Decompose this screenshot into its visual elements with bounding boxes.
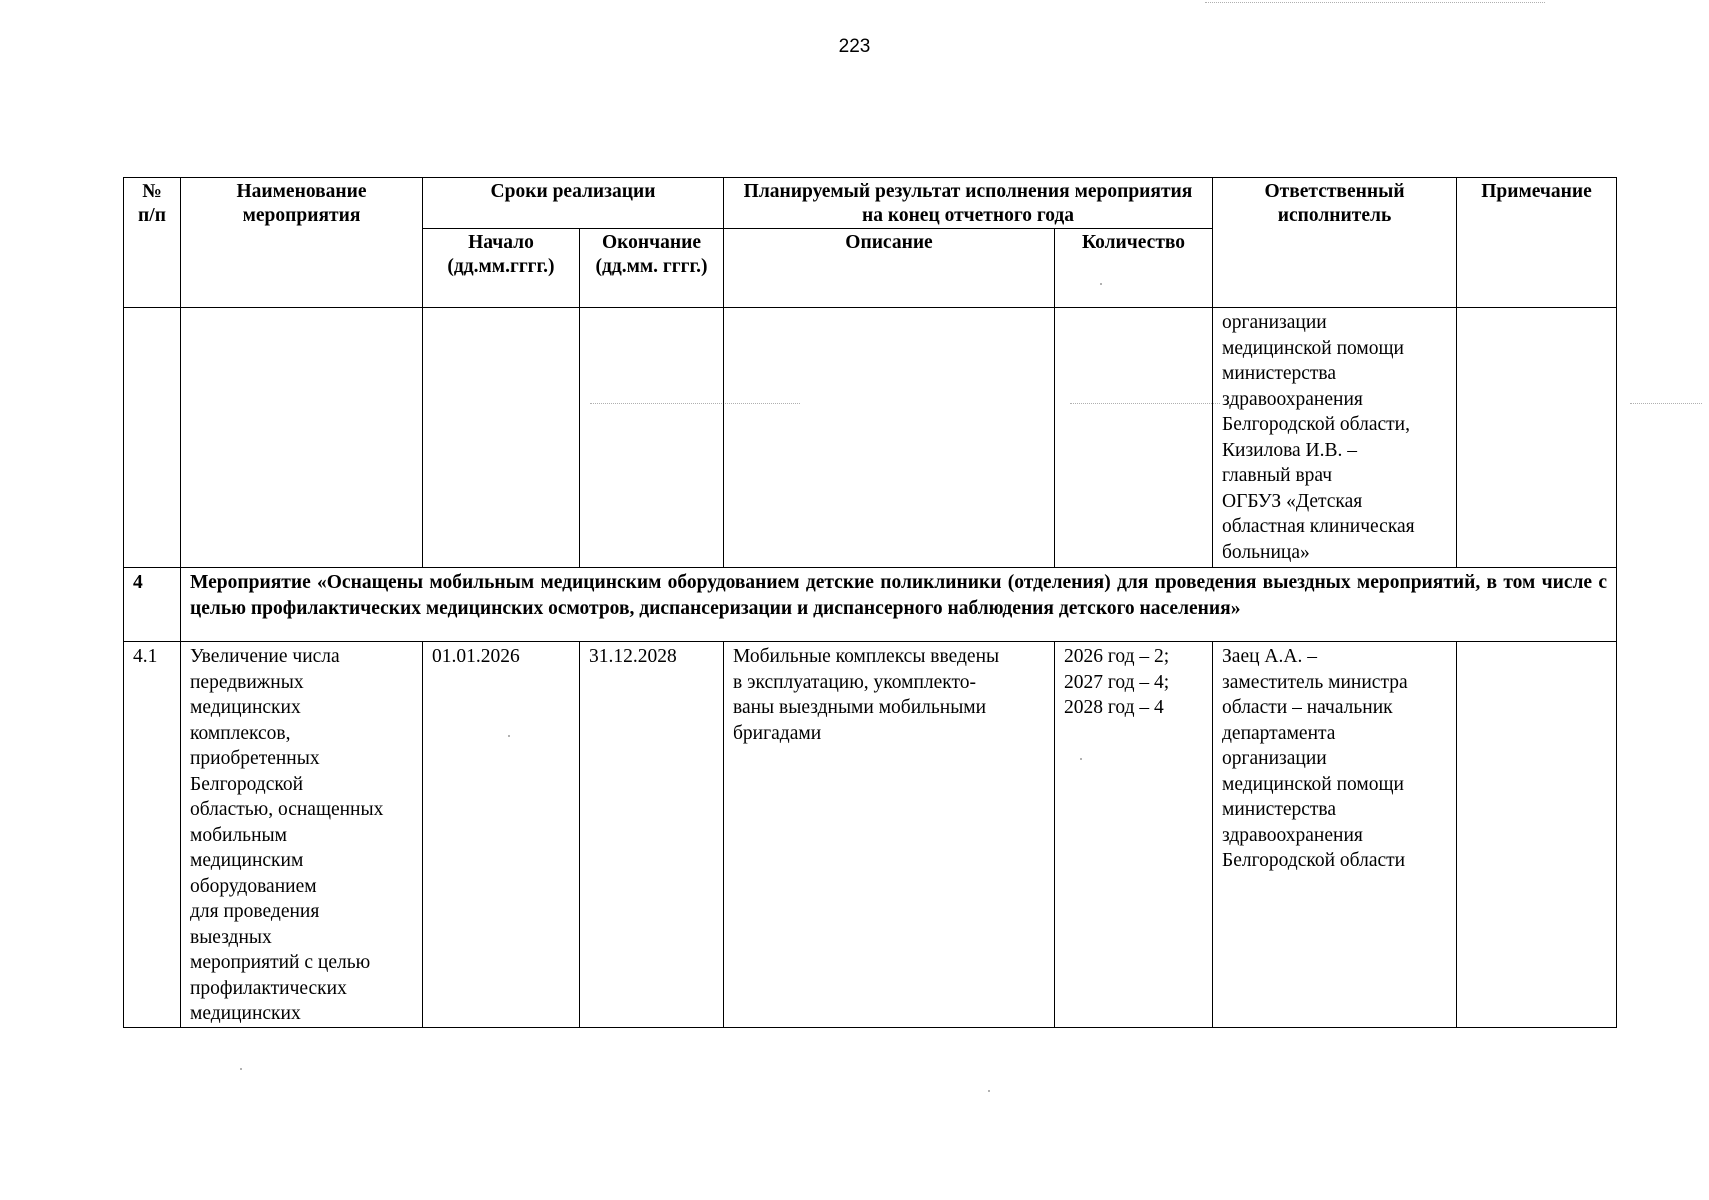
text-line: мероприятий с целью	[190, 952, 371, 973]
scan-artifact-speck	[240, 1068, 242, 1070]
text-line: ваны выездными мобильными	[733, 697, 987, 718]
header-responsible: Ответственный исполнитель	[1213, 178, 1457, 308]
header-note: Примечание	[1457, 178, 1617, 308]
text-line: профилактических	[190, 977, 347, 999]
text-line: Мобильные комплексы введены	[733, 646, 1000, 667]
cell-name	[181, 308, 423, 568]
plan-table	[123, 177, 1617, 1028]
table-row-event	[124, 568, 1617, 642]
text-line: больница»	[1222, 541, 1310, 563]
text-line: организации	[1222, 748, 1327, 769]
text-line: области – начальник	[1222, 697, 1393, 718]
header-end: Окончание (дд.мм. гггг.)	[580, 229, 724, 308]
cell-start	[423, 308, 580, 568]
text-line: областная клиническая	[1222, 516, 1415, 537]
text-line: главный врач	[1222, 465, 1333, 486]
text-line: ОГБУЗ «Детская	[1222, 490, 1363, 512]
text-line: департамента	[1222, 722, 1336, 744]
header-description: Описание	[724, 229, 1055, 308]
cell-description	[724, 308, 1055, 568]
text-line: здравоохранения	[1222, 388, 1363, 410]
text-line: Белгородской области	[1222, 850, 1406, 871]
cell-num: 4.1	[124, 642, 181, 1028]
text-line: Увеличение числа	[190, 646, 340, 667]
text-line: Кизилова И.В. –	[1222, 439, 1358, 461]
cell-quantity	[1055, 308, 1213, 568]
header-result: Планируемый результат исполнения мероприятия на конец отчетного года	[724, 178, 1213, 229]
cell-responsible	[1213, 642, 1457, 1028]
cell-note	[1457, 308, 1617, 568]
text-line: медицинским	[190, 850, 304, 871]
cell-note	[1457, 642, 1617, 1028]
text-line: 2028 год – 4	[1064, 697, 1164, 718]
table-row-continuation	[124, 308, 1617, 568]
header-num: № п/п	[124, 178, 181, 308]
cell-responsible	[1213, 308, 1457, 568]
text-line: Белгородской	[190, 773, 304, 795]
text-line: Белгородской области,	[1222, 414, 1410, 435]
text-line: медицинской помощи	[1222, 773, 1404, 795]
text-line: передвижных	[190, 671, 304, 693]
header-quantity: Количество	[1055, 229, 1213, 308]
cell-end: 31.12.2028	[580, 642, 724, 1028]
scan-artifact-speck	[988, 1090, 990, 1092]
text-line: Заец А.А. –	[1222, 646, 1317, 667]
text-line: медицинской помощи	[1222, 337, 1404, 359]
cell-start: 01.01.2026	[423, 642, 580, 1028]
header-start: Начало (дд.мм.гггг.)	[423, 229, 580, 308]
cell-num	[124, 308, 181, 568]
table-row-4-1	[124, 642, 1617, 1028]
text-line: министерства	[1222, 363, 1337, 384]
text-line: областью, оснащенных	[190, 799, 384, 820]
scan-artifact-line	[1630, 403, 1702, 404]
text-line: организации	[1222, 312, 1327, 333]
text-line: в эксплуатацию, укомплекто-	[733, 671, 977, 693]
text-line: здравоохранения	[1222, 824, 1363, 846]
text-line: медицинских	[190, 697, 301, 718]
header-name: Наименование мероприятия	[181, 178, 423, 308]
cell-description	[724, 642, 1055, 1028]
text-line: заместитель министра	[1222, 671, 1408, 693]
text-line: министерства	[1222, 799, 1337, 820]
text-line: бригадами	[733, 722, 822, 744]
text-line: приобретенных	[190, 748, 320, 769]
cell-event-num: 4	[124, 568, 181, 642]
text-line: медицинских	[190, 1003, 301, 1024]
cell-quantity	[1055, 642, 1213, 1028]
header-timing: Сроки реализации	[423, 178, 724, 229]
cell-event-title: Мероприятие «Оснащены мобильным медицинским оборудованием детские поликлиники (отделения) для проведения выездных мероприятий, в том числе с целью профилактических медицинских осмотров, диспансеризации и диспансерного наблюдения детского населения»	[181, 568, 1617, 642]
cell-name	[181, 642, 423, 1028]
table-header-row	[124, 178, 1617, 229]
text-line: для проведения	[190, 901, 320, 922]
page-number: 223	[838, 36, 871, 57]
text-line: 2026 год – 2;	[1064, 646, 1170, 667]
cell-end	[580, 308, 724, 568]
text-line: комплексов,	[190, 722, 291, 744]
text-line: 2027 год – 4;	[1064, 671, 1170, 693]
text-line: мобильным	[190, 824, 287, 846]
scan-artifact-line	[1205, 2, 1545, 3]
text-line: оборудованием	[190, 875, 317, 897]
text-line: выездных	[190, 926, 272, 948]
